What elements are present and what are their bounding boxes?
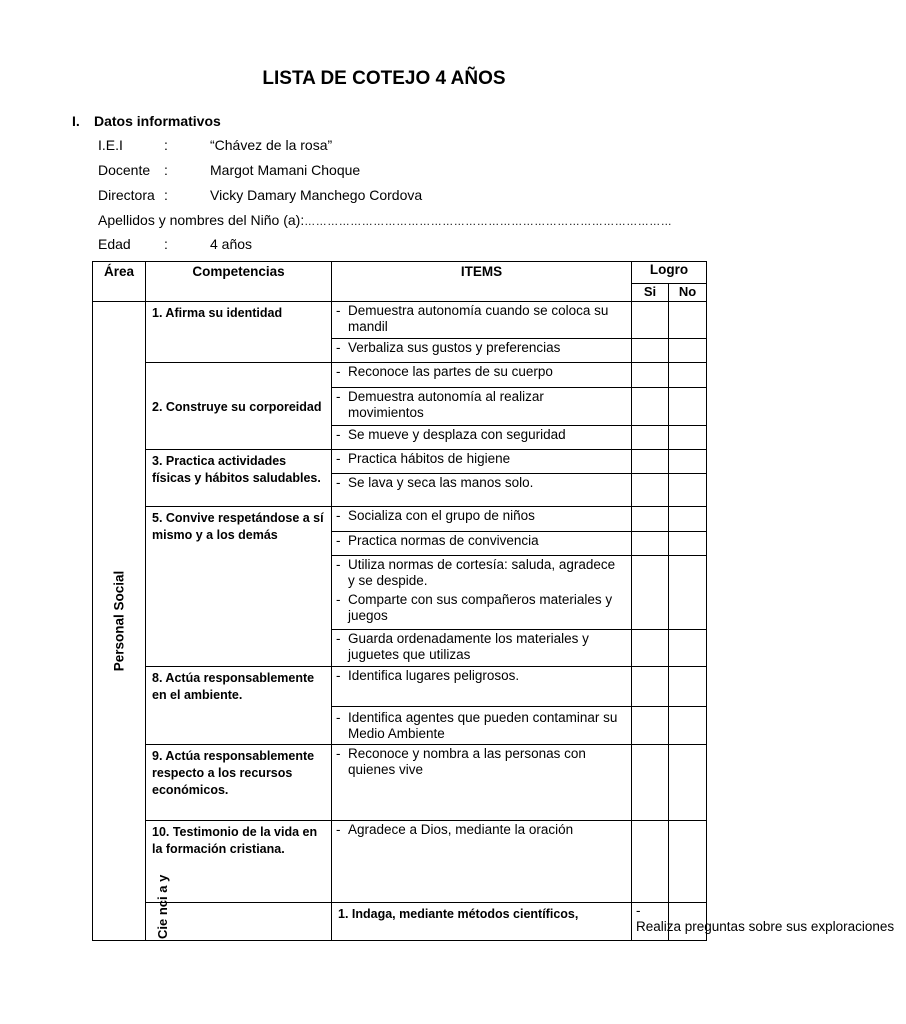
item-text: Se lava y seca las manos solo. <box>348 475 534 490</box>
header-no: No <box>669 284 707 302</box>
item-dash: - <box>336 592 341 607</box>
area-label: Personal Social <box>111 570 127 672</box>
header-items: ITEMS <box>332 262 632 302</box>
info-label: Apellidos y nombres del Niño (a): <box>98 212 305 228</box>
item-cell <box>332 630 632 667</box>
competencia-cell: 2. Construye su corporeidad <box>146 363 332 450</box>
info-value: Margot Mamani Choque <box>210 162 361 178</box>
header-si: Si <box>632 284 669 302</box>
info-colon: : <box>164 137 168 153</box>
info-colon: : <box>164 187 168 203</box>
logro-si-checkbox[interactable] <box>632 532 669 556</box>
item-text: Comparte con sus compañeros materiales y juegos <box>348 592 613 623</box>
area-label: Cie nci a y <box>155 874 170 939</box>
item-cell <box>332 667 632 707</box>
item-dash: - <box>336 557 341 572</box>
item-dash: - <box>336 631 341 646</box>
item-dash: - <box>336 533 341 548</box>
logro-si-checkbox[interactable] <box>632 630 669 667</box>
item-cell <box>332 821 632 903</box>
info-row-nombres <box>98 212 672 228</box>
item-dash: - <box>336 822 341 837</box>
item-cell <box>332 556 632 630</box>
logro-si-checkbox[interactable] <box>632 388 669 426</box>
item-cell <box>332 363 632 388</box>
item-text: Identifica lugares peligrosos. <box>348 668 520 683</box>
logro-si-checkbox[interactable] <box>632 667 669 707</box>
logro-si-checkbox[interactable] <box>632 707 669 745</box>
logro-no-checkbox[interactable] <box>669 302 707 339</box>
section-number: I. <box>72 113 80 129</box>
checklist-table <box>92 261 895 941</box>
item-text: Agradece a Dios, mediante la oración <box>348 822 574 837</box>
item-cell <box>332 532 632 556</box>
item-text: Practica normas de convivencia <box>348 533 539 548</box>
item-dash: - <box>336 389 341 404</box>
item-cell <box>332 450 632 474</box>
logro-no-checkbox[interactable] <box>669 707 707 745</box>
item-text: Practica hábitos de higiene <box>348 451 511 466</box>
logro-no-checkbox[interactable] <box>669 339 707 363</box>
logro-si-checkbox[interactable] <box>632 821 669 903</box>
header-logro: Logro <box>632 262 707 284</box>
header-competencias: Competencias <box>146 262 332 302</box>
info-row-directora <box>98 187 422 203</box>
item-text: Utiliza normas de cortesía: saluda, agradece y se despide. <box>348 557 616 588</box>
item-cell <box>332 426 632 450</box>
competencia-cell: 10. Testimonio de la vida en la formación cristiana. <box>146 821 332 903</box>
logro-no-checkbox[interactable] <box>669 363 707 388</box>
area-personal-social <box>93 302 146 941</box>
logro-no-checkbox[interactable] <box>669 507 707 532</box>
logro-no-checkbox[interactable] <box>669 745 707 821</box>
item-dash: - <box>336 427 341 442</box>
area-ciencia <box>146 874 332 941</box>
info-label: I.E.I <box>98 137 123 153</box>
item-text: Se mueve y desplaza con seguridad <box>348 427 566 442</box>
logro-no-checkbox[interactable] <box>669 474 707 507</box>
item-cell <box>632 903 895 941</box>
competencia-cell: 1. Indaga, mediante métodos científicos, <box>332 903 632 941</box>
item-text: Reconoce y nombra a las personas con quienes vive <box>348 746 586 777</box>
item-text: Realiza preguntas sobre sus exploraciones <box>636 919 895 934</box>
logro-no-checkbox[interactable] <box>669 532 707 556</box>
info-row-iei <box>98 137 332 153</box>
logro-si-checkbox[interactable] <box>632 339 669 363</box>
logro-no-checkbox[interactable] <box>669 556 707 630</box>
section-heading <box>72 113 221 129</box>
item-dash: - <box>336 340 341 355</box>
item-text: Verbaliza sus gustos y preferencias <box>348 340 561 355</box>
info-value: “Chávez de la rosa” <box>210 137 333 153</box>
logro-si-checkbox[interactable] <box>632 507 669 532</box>
logro-si-checkbox[interactable] <box>632 302 669 339</box>
info-label: Directora <box>98 187 155 203</box>
section-label: Datos informativos <box>94 113 221 129</box>
logro-no-checkbox[interactable] <box>669 426 707 450</box>
item-cell <box>332 302 632 339</box>
area-label-wrap <box>150 874 198 941</box>
item-text: Demuestra autonomía cuando se coloca su mandil <box>348 303 609 334</box>
item-cell <box>332 339 632 363</box>
item-dash: - <box>336 746 341 761</box>
logro-no-checkbox[interactable] <box>669 630 707 667</box>
info-value: 4 años <box>210 236 253 252</box>
item-dash: - <box>336 668 341 683</box>
logro-no-checkbox[interactable] <box>669 667 707 707</box>
competencia-cell: 1. Afirma su identidad <box>146 302 332 363</box>
info-colon: : <box>164 236 168 252</box>
item-dash: - <box>336 451 341 466</box>
item-dash: - <box>336 710 341 725</box>
competencia-cell: 8. Actúa responsablemente en el ambiente. <box>146 667 332 745</box>
logro-si-checkbox[interactable] <box>632 474 669 507</box>
item-cell <box>332 474 632 507</box>
item-dash: - <box>336 303 341 318</box>
document-title: LISTA DE COTEJO 4 AÑOS <box>262 68 506 89</box>
logro-si-checkbox[interactable] <box>632 556 669 630</box>
info-colon: : <box>164 162 168 178</box>
info-row-docente <box>98 162 360 178</box>
info-row-edad <box>98 236 252 252</box>
logro-si-checkbox[interactable] <box>632 745 669 821</box>
header-area: Área <box>93 262 146 302</box>
item-cell <box>332 745 632 821</box>
competencia-cell: 3. Practica actividades físicas y hábitos saludables. <box>146 450 332 507</box>
logro-si-checkbox[interactable] <box>632 363 669 388</box>
item-dash: - <box>636 903 641 918</box>
item-text: Socializa con el grupo de niños <box>348 508 535 523</box>
logro-no-checkbox[interactable] <box>669 821 707 903</box>
item-text: Demuestra autonomía al realizar movimientos <box>348 389 544 420</box>
item-dash: - <box>336 364 341 379</box>
item-text: Identifica agentes que pueden contaminar su Medio Ambiente <box>348 710 618 741</box>
logro-no-checkbox[interactable] <box>669 450 707 474</box>
item-cell <box>332 507 632 532</box>
competencia-cell: 5. Convive respetándose a sí mismo y a los demás <box>146 507 332 667</box>
info-fill-dots: …………………………………………………………………………………… <box>304 216 673 228</box>
info-value: Vicky Damary Manchego Cordova <box>210 187 423 203</box>
item-text: Guarda ordenadamente los materiales y juguetes que utilizas <box>348 631 589 662</box>
logro-no-checkbox[interactable] <box>669 388 707 426</box>
item-text: Reconoce las partes de su cuerpo <box>348 364 553 379</box>
item-cell <box>332 707 632 745</box>
logro-si-checkbox[interactable] <box>632 426 669 450</box>
item-dash: - <box>336 475 341 490</box>
item-cell <box>332 388 632 426</box>
info-label: Edad <box>98 236 131 252</box>
info-label: Docente <box>98 162 151 178</box>
item-dash: - <box>336 508 341 523</box>
logro-si-checkbox[interactable] <box>632 450 669 474</box>
competencia-cell: 9. Actúa responsablemente respecto a los recursos económicos. <box>146 745 332 821</box>
